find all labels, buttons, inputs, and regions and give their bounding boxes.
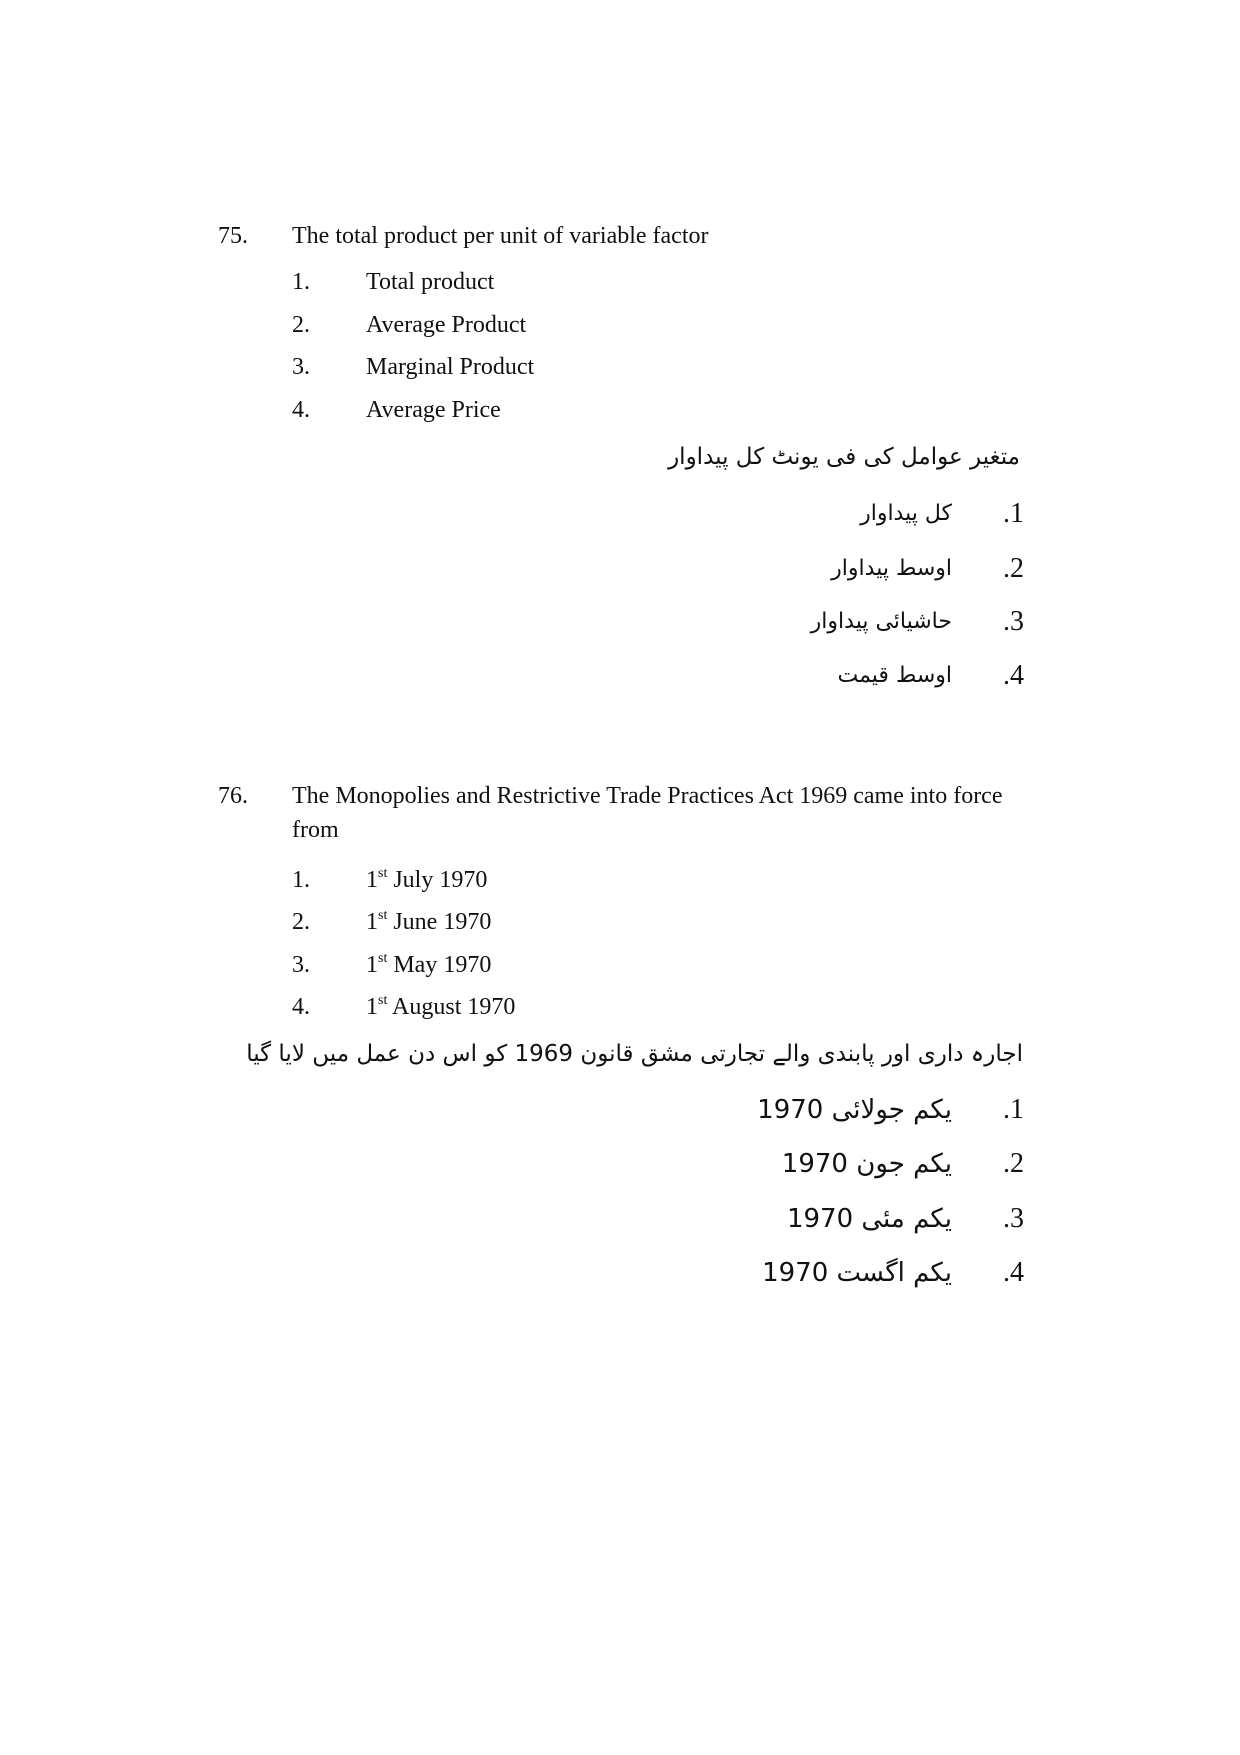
option-number: 3.: [292, 952, 310, 978]
urdu-option-number: .3: [1003, 1203, 1024, 1234]
urdu-option-number: .2: [1003, 553, 1024, 584]
option-number: 2.: [292, 312, 310, 338]
urdu-option-text: یکم اگست 1970: [762, 1258, 952, 1288]
urdu-option-text: یکم جولائی 1970: [757, 1095, 952, 1125]
urdu-question-text: اجارہ داری اور پابندی والے تجارتی مشق قانون 1969 کو اس دن عمل میں لایا گیا: [246, 1041, 1023, 1067]
urdu-question-text: متغیر عوامل کی فی یونٹ کل پیداوار: [668, 444, 1020, 470]
urdu-option-number: .1: [1003, 498, 1024, 529]
question-text: The Monopolies and Restrictive Trade Practices Act 1969 came into force from: [292, 783, 1003, 843]
urdu-option-text: یکم جون 1970: [781, 1149, 952, 1179]
option-text: Average Price: [366, 397, 501, 423]
option-text: Marginal Product: [366, 354, 535, 380]
urdu-option-text: اوسط قیمت: [837, 663, 952, 688]
option-text: 1st August 1970: [366, 993, 516, 1020]
option-number: 3.: [292, 354, 310, 380]
urdu-option-text: کل پیداوار: [860, 501, 952, 526]
question-number: 75.: [218, 223, 248, 249]
urdu-option-number: .1: [1003, 1094, 1024, 1125]
option-number: 1.: [292, 269, 310, 295]
option-text: 1st July 1970: [366, 866, 488, 893]
option-text: Average Product: [366, 312, 527, 338]
option-number: 4.: [292, 397, 310, 423]
option-text: 1st June 1970: [366, 908, 492, 935]
urdu-option-text: یکم مئی 1970: [786, 1204, 952, 1234]
option-number: 2.: [292, 909, 310, 935]
urdu-option-number: .4: [1003, 1257, 1024, 1288]
urdu-option-text: اوسط پیداوار: [831, 556, 952, 581]
option-text: 1st May 1970: [366, 951, 492, 978]
urdu-option-number: .3: [1003, 606, 1024, 637]
urdu-option-number: .2: [1003, 1148, 1024, 1179]
option-number: 1.: [292, 867, 310, 893]
option-number: 4.: [292, 994, 310, 1020]
question-number: 76.: [218, 783, 248, 809]
option-text: Total product: [366, 269, 495, 295]
question-text: The total product per unit of variable factor: [292, 223, 709, 249]
urdu-option-text: حاشیائی پیداوار: [810, 609, 952, 634]
urdu-option-number: .4: [1003, 660, 1024, 691]
